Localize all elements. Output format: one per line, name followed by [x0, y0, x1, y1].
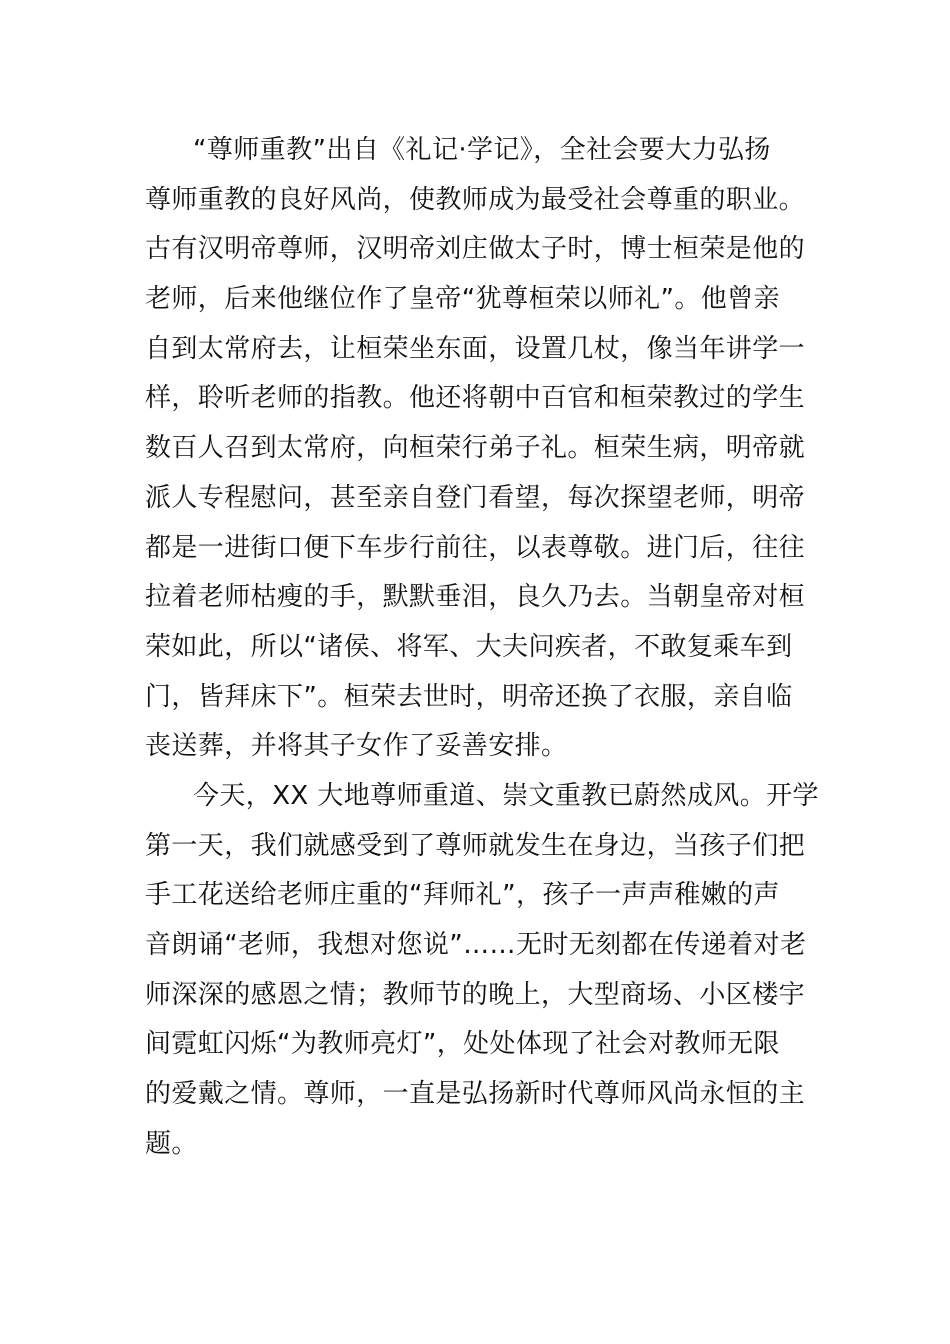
text-line: 老师，后来他继位作了皇帝“犹尊桓荣以师礼”。他曾亲 — [145, 284, 780, 315]
text-line: 派人专程慰问，甚至亲自登门看望，每次探望老师，明帝 — [145, 482, 806, 513]
text-line: 今天，XX 大地尊师重道、崇文重教已蔚然成风。开学 — [193, 780, 819, 811]
text-line: 荣如此，所以“诸侯、将军、大夫问疾者，不敢复乘车到 — [145, 631, 793, 662]
text-line: “尊师重教”出自《礼记·学记》，全社会要大力弘扬 — [193, 135, 771, 165]
text-line: 数百人召到太常府，向桓荣行弟子礼。桓荣生病，明帝就 — [145, 433, 806, 464]
text-line: 尊师重教的良好风尚，使教师成为最受社会尊重的职业。 — [145, 184, 806, 215]
text-line: 都是一进街口便下车步行前往，以表尊敬。进门后，往往 — [145, 532, 806, 563]
text-line: 门，皆拜床下”。桓荣去世时，明帝还换了衣服，亲自临 — [145, 681, 793, 712]
text-line: 的爱戴之情。尊师，一直是弘扬新时代尊师风尚永恒的主 — [145, 1079, 806, 1110]
text-line: 音朗诵“老师，我想对您说”……无时无刻都在传递着对老 — [145, 930, 807, 960]
text-line: 题。 — [145, 1128, 198, 1159]
body-text — [145, 126, 819, 1169]
text-line: 自到太常府去，让桓荣坐东面，设置几杖，像当年讲学一 — [145, 333, 806, 364]
paragraph-2 — [145, 772, 819, 1170]
text-line: 第一天，我们就感受到了尊师就发生在身边，当孩子们把 — [145, 830, 806, 861]
text-line: 丧送葬，并将其子女作了妥善安排。 — [145, 731, 568, 762]
text-line: 手工花送给老师庄重的“拜师礼”，孩子一声声稚嫩的声 — [145, 880, 780, 911]
text-line: 样，聆听老师的指教。他还将朝中百官和桓荣教过的学生 — [145, 383, 806, 414]
text-line: 古有汉明帝尊师，汉明帝刘庄做太子时，博士桓荣是他的 — [145, 234, 806, 265]
text-line: 间霓虹闪烁“为教师亮灯”，处处体现了社会对教师无限 — [145, 1029, 780, 1060]
text-line: 拉着老师枯瘦的手，默默垂泪，良久乃去。当朝皇帝对桓 — [145, 582, 806, 613]
text-line: 师深深的感恩之情；教师节的晚上，大型商场、小区楼宇 — [145, 979, 806, 1010]
paragraph-1 — [145, 126, 805, 772]
